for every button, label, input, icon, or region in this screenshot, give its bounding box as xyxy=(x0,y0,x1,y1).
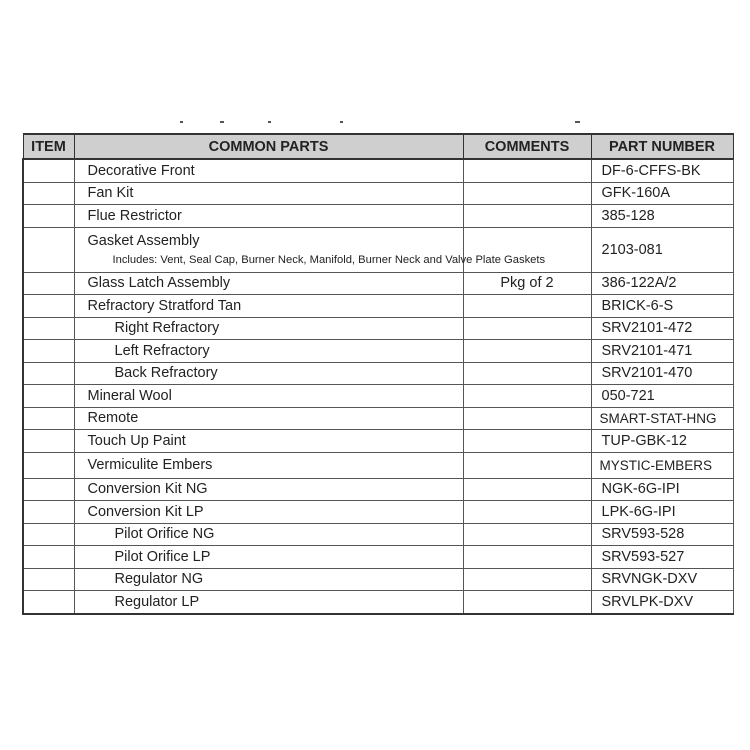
part-number: SRVLPK-DXV xyxy=(591,591,733,614)
comment-cell xyxy=(463,523,591,546)
part-name: Vermiculite Embers xyxy=(74,452,463,478)
table-row xyxy=(23,205,733,228)
item-cell xyxy=(23,159,74,182)
part-number: NGK-6G-IPI xyxy=(591,478,733,501)
comment-cell xyxy=(463,568,591,591)
part-number: SRV593-527 xyxy=(591,546,733,569)
part-name: Regulator LP xyxy=(74,591,463,614)
comment-cell xyxy=(463,546,591,569)
table-row xyxy=(23,452,733,478)
table-row xyxy=(23,317,733,340)
table-row xyxy=(23,501,733,524)
table-header-row xyxy=(23,134,733,159)
part-number: BRICK-6-S xyxy=(591,295,733,318)
comment-cell xyxy=(463,159,591,182)
part-name: Mineral Wool xyxy=(74,385,463,408)
item-cell xyxy=(23,407,74,430)
header-common-parts: COMMON PARTS xyxy=(74,134,463,159)
item-cell xyxy=(23,501,74,524)
part-number: 2103-081 xyxy=(591,227,733,272)
comment-cell xyxy=(463,430,591,453)
comment-cell xyxy=(463,452,591,478)
table-row xyxy=(23,478,733,501)
comment-cell xyxy=(463,295,591,318)
part-number: 050-721 xyxy=(591,385,733,408)
part-name: Conversion Kit NG xyxy=(74,478,463,501)
header-item: ITEM xyxy=(23,134,74,159)
part-name: Refractory Stratford Tan xyxy=(74,295,463,318)
comment-cell xyxy=(463,317,591,340)
parts-table xyxy=(22,133,734,615)
part-number: SRV2101-470 xyxy=(591,362,733,385)
table-row xyxy=(23,591,733,614)
part-number: LPK-6G-IPI xyxy=(591,501,733,524)
part-number: SRV2101-472 xyxy=(591,317,733,340)
comment-cell xyxy=(463,385,591,408)
table-row xyxy=(23,546,733,569)
part-name: Touch Up Paint xyxy=(74,430,463,453)
part-number: SMART-STAT-HNG xyxy=(591,407,733,430)
part-number: 385-128 xyxy=(591,205,733,228)
table-row xyxy=(23,227,733,272)
item-cell xyxy=(23,227,74,272)
item-cell xyxy=(23,478,74,501)
part-number: DF-6-CFFS-BK xyxy=(591,159,733,182)
item-cell xyxy=(23,523,74,546)
scan-artifact-marks xyxy=(180,121,600,125)
table-row xyxy=(23,523,733,546)
table-row xyxy=(23,340,733,363)
part-number: 386-122A/2 xyxy=(591,272,733,295)
part-name: Glass Latch Assembly xyxy=(74,272,463,295)
item-cell xyxy=(23,362,74,385)
item-cell xyxy=(23,546,74,569)
item-cell xyxy=(23,272,74,295)
comment-cell xyxy=(463,362,591,385)
item-cell xyxy=(23,452,74,478)
table-row xyxy=(23,385,733,408)
part-number: SRV593-528 xyxy=(591,523,733,546)
comment-cell xyxy=(463,501,591,524)
item-cell xyxy=(23,182,74,205)
part-number: TUP-GBK-12 xyxy=(591,430,733,453)
item-cell xyxy=(23,340,74,363)
item-cell xyxy=(23,295,74,318)
comment-cell xyxy=(463,591,591,614)
part-name-with-note xyxy=(74,227,546,272)
table-row xyxy=(23,430,733,453)
comment-cell xyxy=(463,478,591,501)
table-row xyxy=(23,272,733,295)
part-number: SRVNGK-DXV xyxy=(591,568,733,591)
header-part-number: PART NUMBER xyxy=(591,134,733,159)
part-name: Regulator NG xyxy=(74,568,463,591)
header-comments: COMMENTS xyxy=(463,134,591,159)
item-cell xyxy=(23,568,74,591)
part-name: Decorative Front xyxy=(74,159,463,182)
part-number: SRV2101-471 xyxy=(591,340,733,363)
table-row xyxy=(23,295,733,318)
item-cell xyxy=(23,430,74,453)
comment-cell: Pkg of 2 xyxy=(463,272,591,295)
part-note: Includes: Vent, Seal Cap, Burner Neck, Manifold, Burner Neck and Valve Plate Gaskets xyxy=(112,254,546,266)
part-name: Fan Kit xyxy=(74,182,463,205)
table-row xyxy=(23,362,733,385)
item-cell xyxy=(23,385,74,408)
comment-cell xyxy=(463,205,591,228)
comment-cell xyxy=(463,407,591,430)
part-name: Pilot Orifice LP xyxy=(74,546,463,569)
part-name: Conversion Kit LP xyxy=(74,501,463,524)
part-name: Remote xyxy=(74,407,463,430)
part-name: Flue Restrictor xyxy=(74,205,463,228)
table-row xyxy=(23,407,733,430)
part-name: Left Refractory xyxy=(74,340,463,363)
item-cell xyxy=(23,591,74,614)
comment-cell xyxy=(463,340,591,363)
comment-cell xyxy=(463,182,591,205)
part-name: Gasket Assembly xyxy=(87,233,200,249)
table-row xyxy=(23,182,733,205)
part-number: GFK-160A xyxy=(591,182,733,205)
item-cell xyxy=(23,205,74,228)
table-row xyxy=(23,568,733,591)
part-name: Back Refractory xyxy=(74,362,463,385)
part-name: Pilot Orifice NG xyxy=(74,523,463,546)
part-number: MYSTIC-EMBERS xyxy=(591,452,733,478)
item-cell xyxy=(23,317,74,340)
part-name: Right Refractory xyxy=(74,317,463,340)
table-row xyxy=(23,159,733,182)
